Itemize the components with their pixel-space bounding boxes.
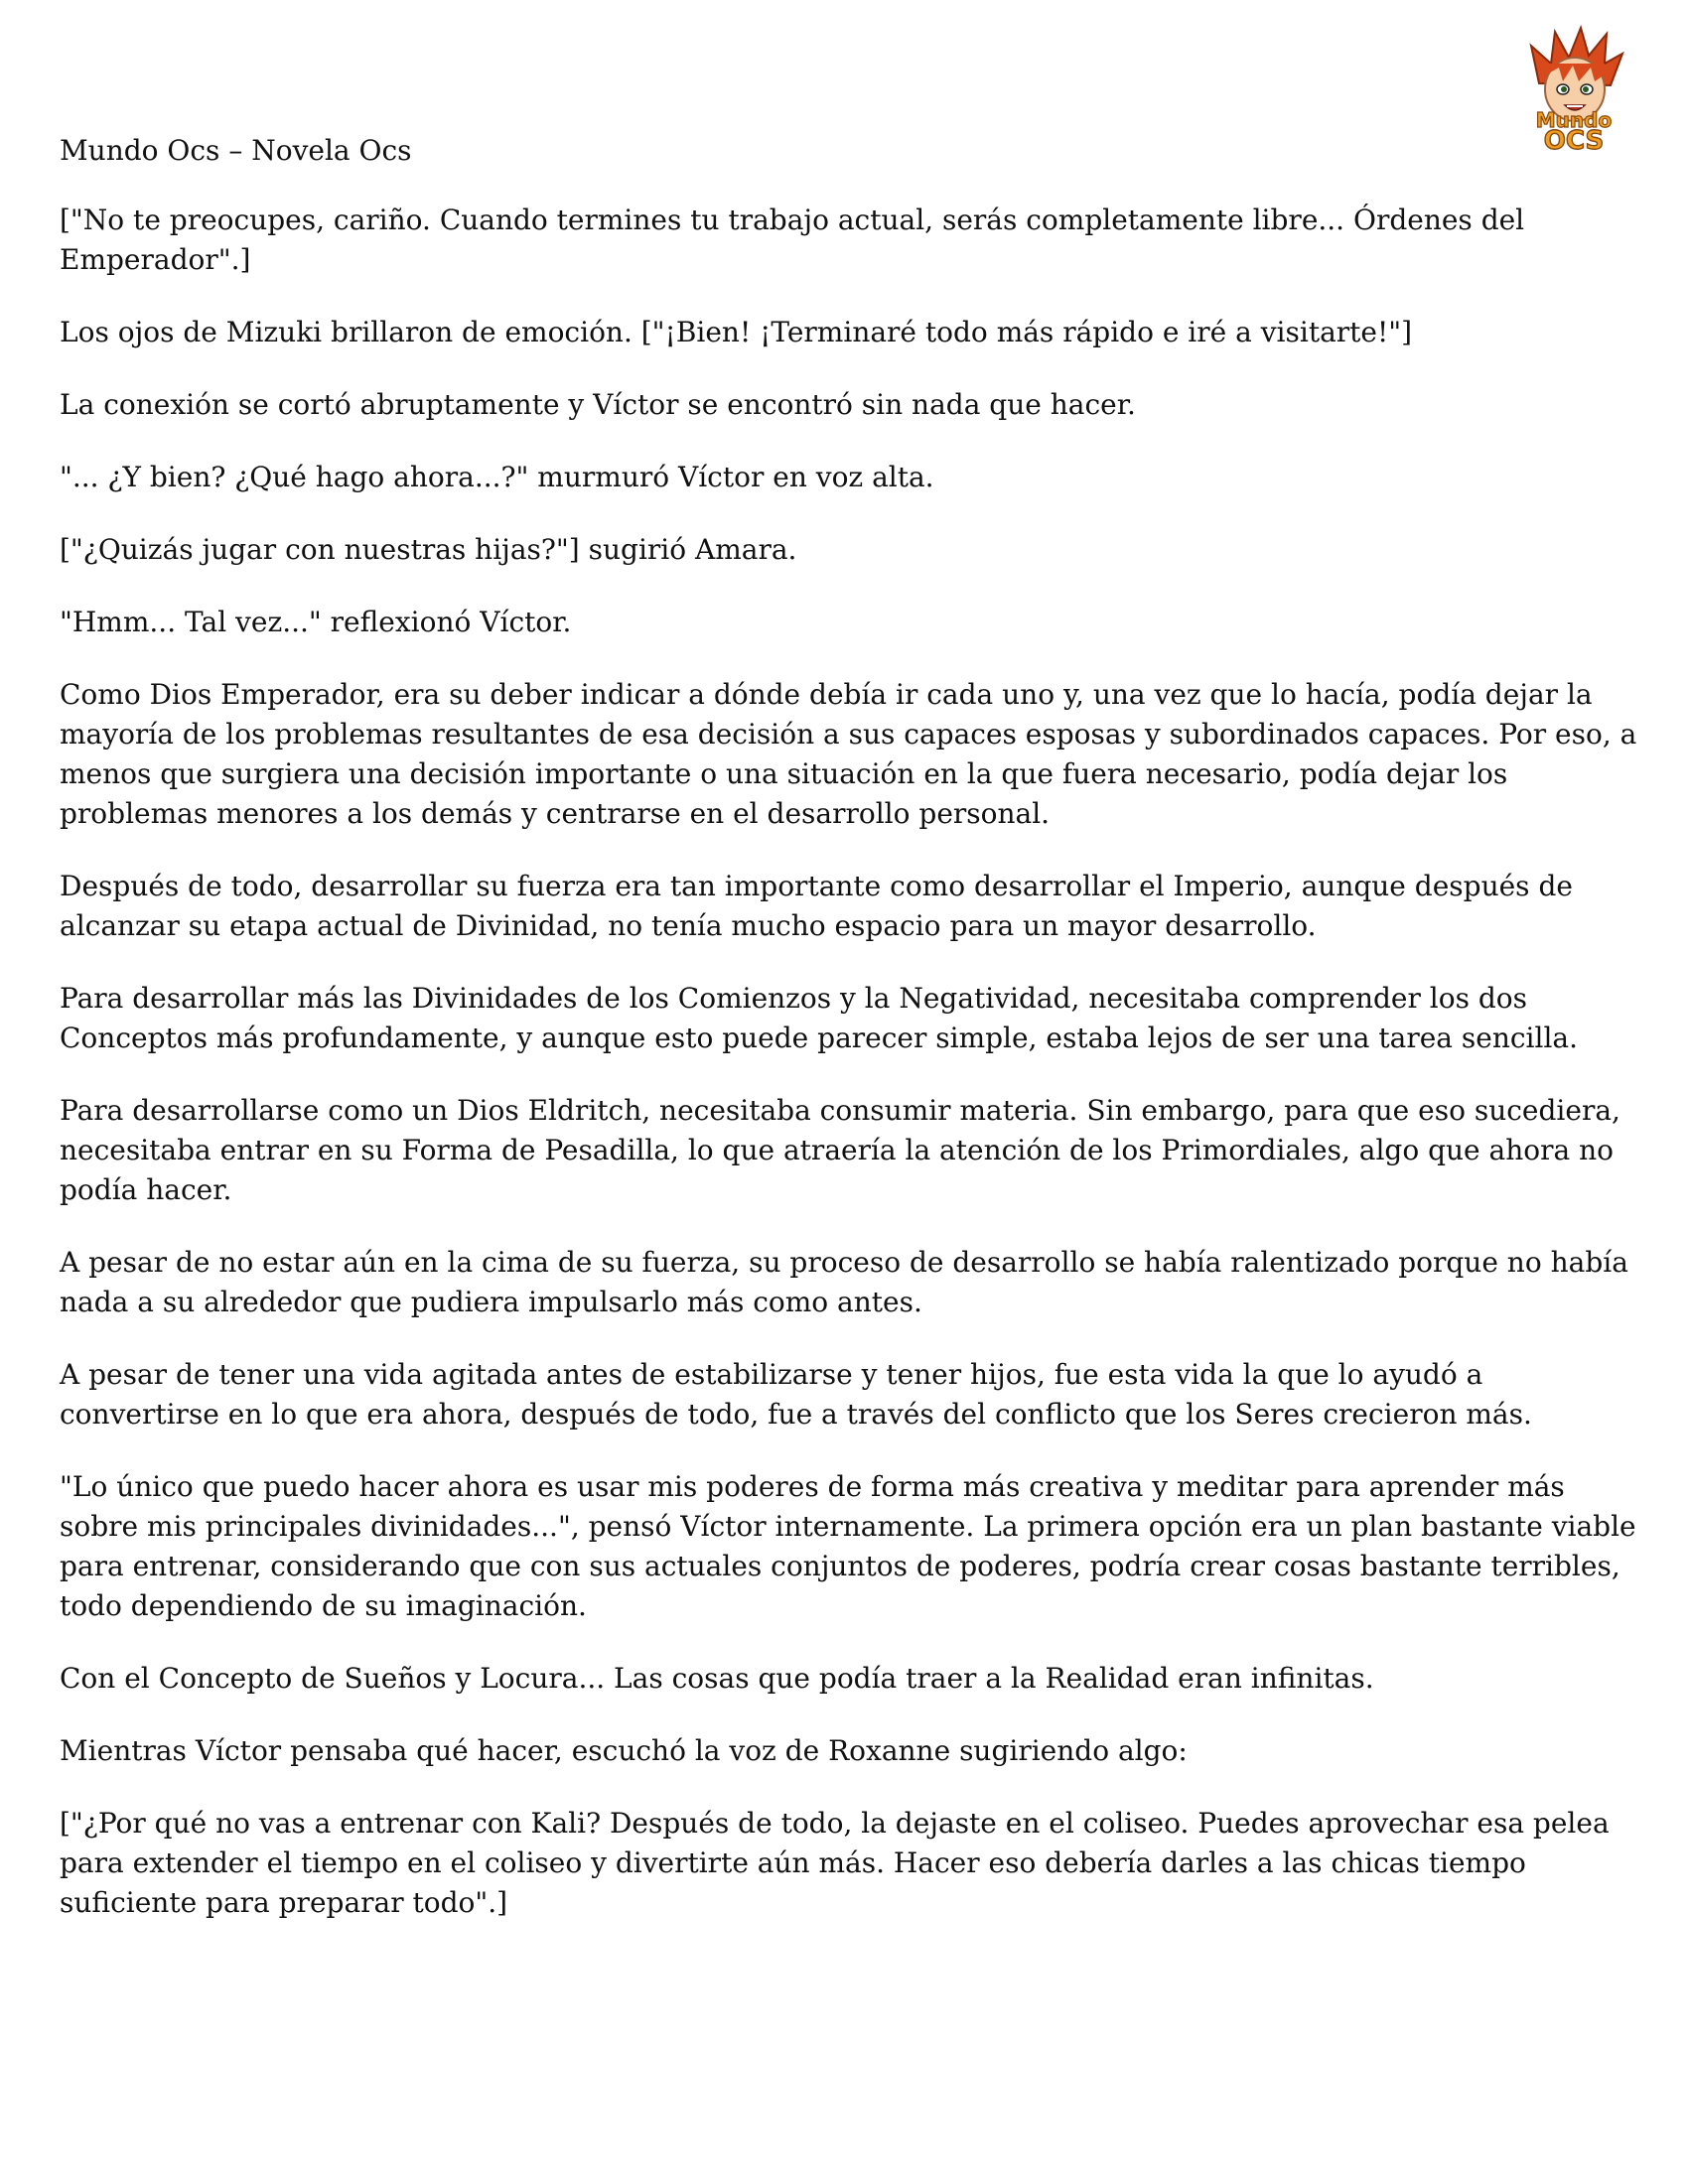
- paragraph-6: "Hmm... Tal vez..." reflexionó Víctor.: [60, 606, 572, 638]
- paragraph-3: La conexión se cortó abruptamente y Víctor se encontró sin nada que hacer.: [60, 388, 1136, 421]
- paragraph-7: Como Dios Emperador, era su deber indicar a dónde debía ir cada uno y, una vez que lo hacía, podía dejar la mayoría de los problemas resultantes de esa decisión a sus capaces esposas y subordinados capaces. Por eso, a menos que surgiera una decisión importante o una situación en la que fuera necesario, podía dejar los problemas menores a los demás y centrarse en el desarrollo personal.: [60, 678, 1637, 830]
- paragraph-13: "Lo único que puedo hacer ahora es usar mis poderes de forma más creativa y meditar para aprender más sobre mis principales divinidades...", pensó Víctor internamente. La primera opción era un plan bastante viable para entrenar, considerando que con sus actuales conjuntos de poderes, podría crear cosas bastante terribles, todo dependiendo de su imaginación.: [60, 1470, 1636, 1622]
- paragraph-11: A pesar de no estar aún en la cima de su fuerza, su proceso de desarrollo se había ralentizado porque no había nada a su alrededor que pudiera impulsarlo más como antes.: [60, 1246, 1628, 1318]
- paragraph-8: Después de todo, desarrollar su fuerza era tan importante como desarrollar el Imperio, aunque después de alcanzar su etapa actual de Divinidad, no tenía mucho espacio para un mayor desarrollo.: [60, 870, 1573, 942]
- paragraph-9: Para desarrollar más las Divinidades de los Comienzos y la Negatividad, necesitaba comprender los dos Conceptos más profundamente, y aunque esto puede parecer simple, estaba lejos de ser una tarea sencilla.: [60, 982, 1579, 1054]
- paragraph-10: Para desarrollarse como un Dios Eldritch, necesitaba consumir materia. Sin embargo, para que eso sucediera, necesitaba entrar en su Forma de Pesadilla, lo que atraería la atención de los Primordiales, algo que ahora no podía hacer.: [60, 1094, 1620, 1206]
- paragraph-14: Con el Concepto de Sueños y Locura... Las cosas que podía traer a la Realidad eran infinitas.: [60, 1662, 1374, 1695]
- paragraph-4: "... ¿Y bien? ¿Qué hago ahora...?" murmuró Víctor en voz alta.: [60, 461, 934, 493]
- paragraph-16: ["¿Por qué no vas a entrenar con Kali? Después de todo, la dejaste en el coliseo. Puedes aprovechar esa pelea para extender el tiempo en el coliseo y divertirte aún más. Hacer eso debería darles a las chicas tiempo suficiente para preparar todo".]: [60, 1807, 1610, 1919]
- document-header: Mundo Ocs – Novela Ocs: [60, 134, 412, 167]
- paragraph-15: Mientras Víctor pensaba qué hacer, escuchó la voz de Roxanne sugiriendo algo:: [60, 1734, 1188, 1767]
- paragraph-1: ["No te preocupes, cariño. Cuando termines tu trabajo actual, serás completamente libre... Órdenes del Emperador".]: [60, 204, 1525, 276]
- paragraph-5: ["¿Quizás jugar con nuestras hijas?"] sugirió Amara.: [60, 533, 797, 566]
- paragraph-2: Los ojos de Mizuki brillaron de emoción. ["¡Bien! ¡Terminaré todo más rápido e iré a visitarte!"]: [60, 316, 1413, 348]
- document-body: [60, 131, 1648, 1956]
- svg-text:OCS: OCS: [1543, 126, 1605, 153]
- svg-text:Mundo: Mundo: [1535, 108, 1613, 132]
- paragraph-12: A pesar de tener una vida agitada antes de estabilizarse y tener hijos, fue esta vida la que lo ayudó a convertirse en lo que era ahora, después de todo, fue a través del conflicto que los Seres crecieron más.: [60, 1358, 1532, 1431]
